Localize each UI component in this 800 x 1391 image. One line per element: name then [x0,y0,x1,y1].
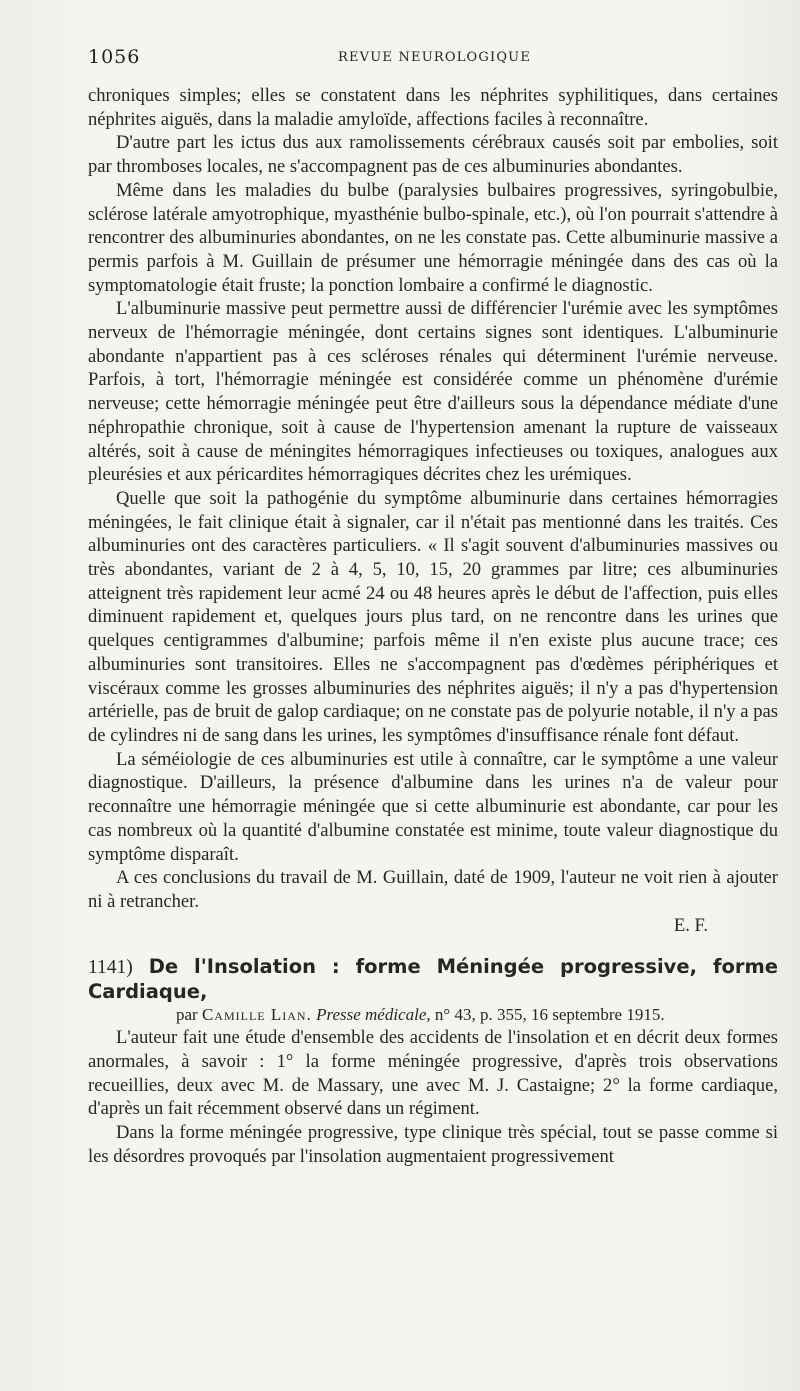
paragraph: Dans la forme méningée progressive, type clinique très spécial, tout se passe comme si les désordres provoqués par l'insolation augmentaient progressivement [88,1122,778,1167]
article-number: 1141) [88,957,133,979]
page-number: 1056 [88,46,141,68]
running-title: REVUE NEUROLOGIQUE [338,50,532,65]
signature: E. F. [673,914,708,936]
paragraph: chroniques simples; elles se constatent dans les néphrites syphilitiques, dans certaines néphrites aiguës, dans la maladie amyloïde, affections faciles à reconnaître. [88,85,778,130]
article-journal: Presse médicale, [316,1005,431,1025]
article-title [88,955,778,1004]
article-reference [88,1004,778,1026]
paragraph: D'autre part les ictus dus aux ramolissements cérébraux causés soit par embolies, soit par thromboses locales, ne s'accompagnent pas de ces albuminuries abondantes. [88,132,778,178]
article-heading [88,955,778,1026]
paragraph: L'albuminurie massive peut permettre aussi de différencier l'urémie avec les symptômes nerveux de l'hémorragie méningée, dont certains signes sont identiques. L'albuminurie abondante n'appartient pas à ces scléroses rénales qui déterminent l'urémie nerveuse. Parfois, à tort, l'hémorragie méningée est considérée comme un phénomène d'urémie nerveuse; cette hémorragie méningée peut être d'ailleurs sous la dépendance médiate d'une néphropathie chronique, soit à cause de l'hypertension amenant la rupture de vaisseaux altérés, soit à cause de méningites hémorragiques infectieuses ou toxiques, analogues aux pleurésies et aux péricardites hémorragiques décrites chez les urémiques. [88,298,778,486]
paragraph: A ces conclusions du travail de M. Guillain, daté de 1909, l'auteur ne voit rien à ajouter ni à retrancher. [88,867,778,912]
paragraph: L'auteur fait une étude d'ensemble des accidents de l'insolation et en décrit deux formes anormales, à savoir : 1° la forme méningée progressive, d'après trois observations recueillies, deux avec M. de Massary, une avec M. J. Castaigne; 2° la forme cardiaque, d'après un fait récemment observé dans un régiment. [88,1027,778,1120]
article-title-text: De l'Insolation : forme Méningée progressive, forme Cardiaque, [88,955,778,1004]
ref-prefix: par [176,1005,198,1025]
paragraph: Quelle que soit la pathogénie du symptôme albuminurie dans certaines hémorragies méningées, le fait clinique était à signaler, car il n'était pas mentionné dans les traités. Ces albuminuries ont des caractères particuliers. « Il s'agit souvent d'albuminuries massives ou très abondantes, variant de 2 à 4, 5, 10, 15, 20 grammes par litre; ces albuminuries atteignent très rapidement leur acmé 24 ou 48 heures après le début de l'affection, puis elles diminuent rapidement et, quelques jours plus tard, on ne rencontre dans les urines que quelques centigrammes d'albumine; parfois même il n'en existe plus aucune trace; ces albuminuries sont transitoires. Elles ne s'accompagnent pas d'œdèmes périphériques et viscéraux comme les grosses albuminuries des néphrites aiguës; il n'y a pas d'hypertension artérielle, pas de bruit de galop cardiaque; on ne constate pas de polyurie notable, il n'y a pas de cylindres ni de sang dans les urines, les symptômes d'insuffisance rénale font défaut. [88,487,778,746]
paragraph: Même dans les maladies du bulbe (paralysies bulbaires progressives, syringobulbie, sclérose latérale amyotrophique, myasthénie bulbo-spinale, etc.), où l'on pourrait s'attendre à rencontrer des albuminuries abondantes, on ne les constate pas. Cette albuminurie massive a permis parfois à M. Guillain de présumer une hémorragie méningée dans des cas où la symptomatologie était fruste; la ponction lombaire a confirmé le diagnostic. [88,179,778,296]
page-header [88,46,740,70]
article-ref-details: n° 43, p. 355, 16 septembre 1915. [434,1005,665,1025]
paragraph: La séméiologie de ces albuminuries est utile à connaître, car le symptôme a une valeur diagnostique. D'ailleurs, la présence d'albumine dans les urines n'a de valeur pour reconnaître une hémorragie méningée que si cette albuminurie est abondante, car pour les cas nombreux où la quantité d'albumine constatée est minime, toute valeur diagnostique du symptôme disparaît. [88,748,778,865]
article-author: Camille Lian. [201,1005,312,1025]
body-text [88,84,778,1169]
